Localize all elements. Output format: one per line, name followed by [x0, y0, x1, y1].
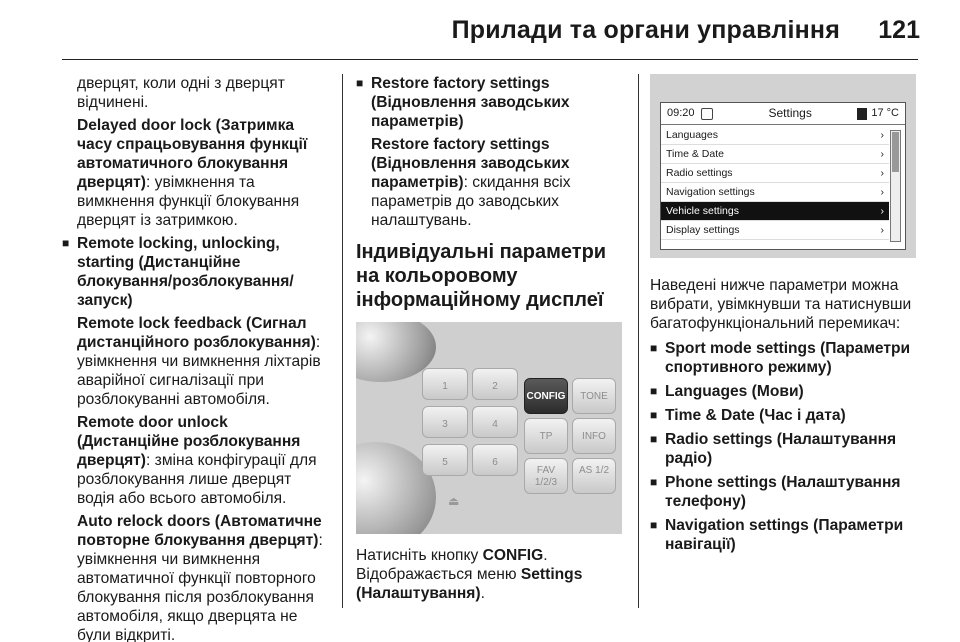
settings-row	[661, 221, 889, 240]
unlock-item	[62, 413, 330, 508]
screen-header	[661, 103, 905, 125]
console-key: INFO	[572, 418, 616, 454]
eject-icon: ⏏	[448, 494, 460, 508]
restore-label: Restore factory settings (Відновлення заводських параметрів)	[371, 136, 570, 191]
console-key: AS 1/2	[572, 458, 616, 494]
chevron-right-icon: ›	[880, 128, 884, 141]
console-key: FAV 1/2/3	[524, 458, 568, 494]
console-key: 5	[422, 444, 468, 476]
chevron-right-icon: ›	[880, 147, 884, 160]
clock-icon	[701, 108, 713, 120]
options-intro: Наведені нижче параметри можна вибрати, увімкнувши та натиснувши багатофункціональний перемикач:	[650, 277, 912, 332]
console-key: 2	[472, 368, 518, 400]
screen-temp: 17 °C	[871, 107, 899, 119]
screen-title: Settings	[768, 106, 812, 120]
screen-scrollbar	[890, 130, 901, 242]
settings-row	[661, 126, 889, 145]
delayed-lock-label: Delayed door lock (Затримка часу спрацьовування функції автоматичного блокування дверцят)	[77, 117, 308, 191]
settings-row	[661, 164, 889, 183]
settings-screen	[660, 102, 906, 250]
chevron-right-icon: ›	[880, 223, 884, 236]
column-divider-2	[638, 74, 639, 608]
options-list	[650, 339, 918, 554]
column-right	[650, 74, 918, 559]
column-middle	[356, 74, 624, 607]
settings-screen-illustration	[650, 74, 916, 258]
delayed-lock-text: : увімкнення та вимкнення функції блокування дверцят із затримкою.	[77, 174, 300, 229]
option-bullet: ■ Sport mode settings (Параметри спортивного режиму)	[650, 339, 918, 377]
console-key: 3	[422, 406, 468, 438]
chevron-right-icon: ›	[880, 185, 884, 198]
bullet-restore: ■ Restore factory settings (Відновлення заводських параметрів)	[356, 74, 624, 131]
car-icon	[857, 108, 867, 120]
console-key: 1	[422, 368, 468, 400]
option-bullet: ■ Radio settings (Налаштування радіо)	[650, 430, 918, 468]
chevron-right-icon: ›	[880, 204, 884, 217]
console-key: 6	[472, 444, 518, 476]
relock-item	[62, 512, 330, 642]
feedback-text: : увімкнення чи вимкнення ліхтарів аварійної сигналізації при розблокуванні автомобіля.	[77, 334, 321, 408]
settings-row-label: Time & Date	[666, 147, 724, 160]
option-bullet: ■ Navigation settings (Параметри навігації)	[650, 516, 918, 554]
restore-text: : скидання всіх параметрів до заводських налаштувань.	[371, 174, 571, 229]
feedback-label: Remote lock feedback (Сигнал дистанційного розблокування)	[77, 315, 316, 351]
settings-row-label: Languages	[666, 128, 718, 141]
page-number: 121	[878, 16, 920, 44]
caption-end: .	[480, 585, 485, 602]
unlock-text: : зміна конфігурації для розблокування лише дверцят водія або всього автомобіля.	[77, 452, 317, 507]
option-bullet: ■ Time & Date (Час і дата)	[650, 406, 918, 425]
restore-item	[356, 135, 624, 230]
console-key: 4	[472, 406, 518, 438]
console-key: TONE	[572, 378, 616, 414]
settings-row	[661, 202, 889, 221]
intro-text: дверцят, коли одні з дверцят відчинені.	[77, 75, 285, 111]
option-bullet: ■ Phone settings (Налаштування телефону)	[650, 473, 918, 511]
delayed-lock-item	[62, 116, 330, 230]
caption	[356, 546, 624, 603]
option-bullet: ■ Languages (Мови)	[650, 382, 918, 401]
config-key: CONFIG	[524, 378, 568, 414]
column-divider-1	[342, 74, 343, 608]
page-header	[0, 0, 960, 60]
screen-time: 09:20	[667, 107, 695, 119]
caption-key: CONFIG	[482, 547, 544, 564]
unlock-label: Remote door unlock (Дистанційне розблокування дверцят)	[77, 414, 301, 469]
bullet-remote: ■ Remote locking, unlocking, starting (Дистанційне блокування/розблокування/запуск)	[62, 234, 330, 310]
settings-row-label: Navigation settings	[666, 185, 755, 198]
relock-text: : увімкнення чи вимкнення автоматичної функції повторного блокування після розблокування автомобіля, якщо дверцята не були відкриті.	[77, 532, 323, 642]
column-left	[62, 74, 330, 642]
settings-row-label: Radio settings	[666, 166, 733, 179]
header-title: Прилади та органи управління	[451, 16, 840, 44]
scrollbar-thumb	[892, 132, 899, 172]
feedback-item	[62, 314, 330, 409]
caption-pre: Натисніть кнопку	[356, 547, 483, 564]
settings-row	[661, 145, 889, 164]
settings-row-label: Display settings	[666, 223, 740, 236]
section-heading: Індивідуальні параметри на кольоровому інформаційному дисплеї	[356, 241, 607, 311]
settings-row	[661, 183, 889, 202]
caption-menu: Settings (Налаштування)	[356, 566, 583, 602]
console-illustration	[356, 322, 622, 534]
console-key: TP	[524, 418, 568, 454]
relock-label: Auto relock doors (Автоматичне повторне блокування дверцят)	[77, 513, 322, 549]
header-rule	[62, 59, 918, 60]
caption-mid: . Відображається меню	[356, 547, 548, 583]
chevron-right-icon: ›	[880, 166, 884, 179]
settings-row-label: Vehicle settings	[666, 204, 739, 217]
settings-list	[661, 126, 889, 240]
